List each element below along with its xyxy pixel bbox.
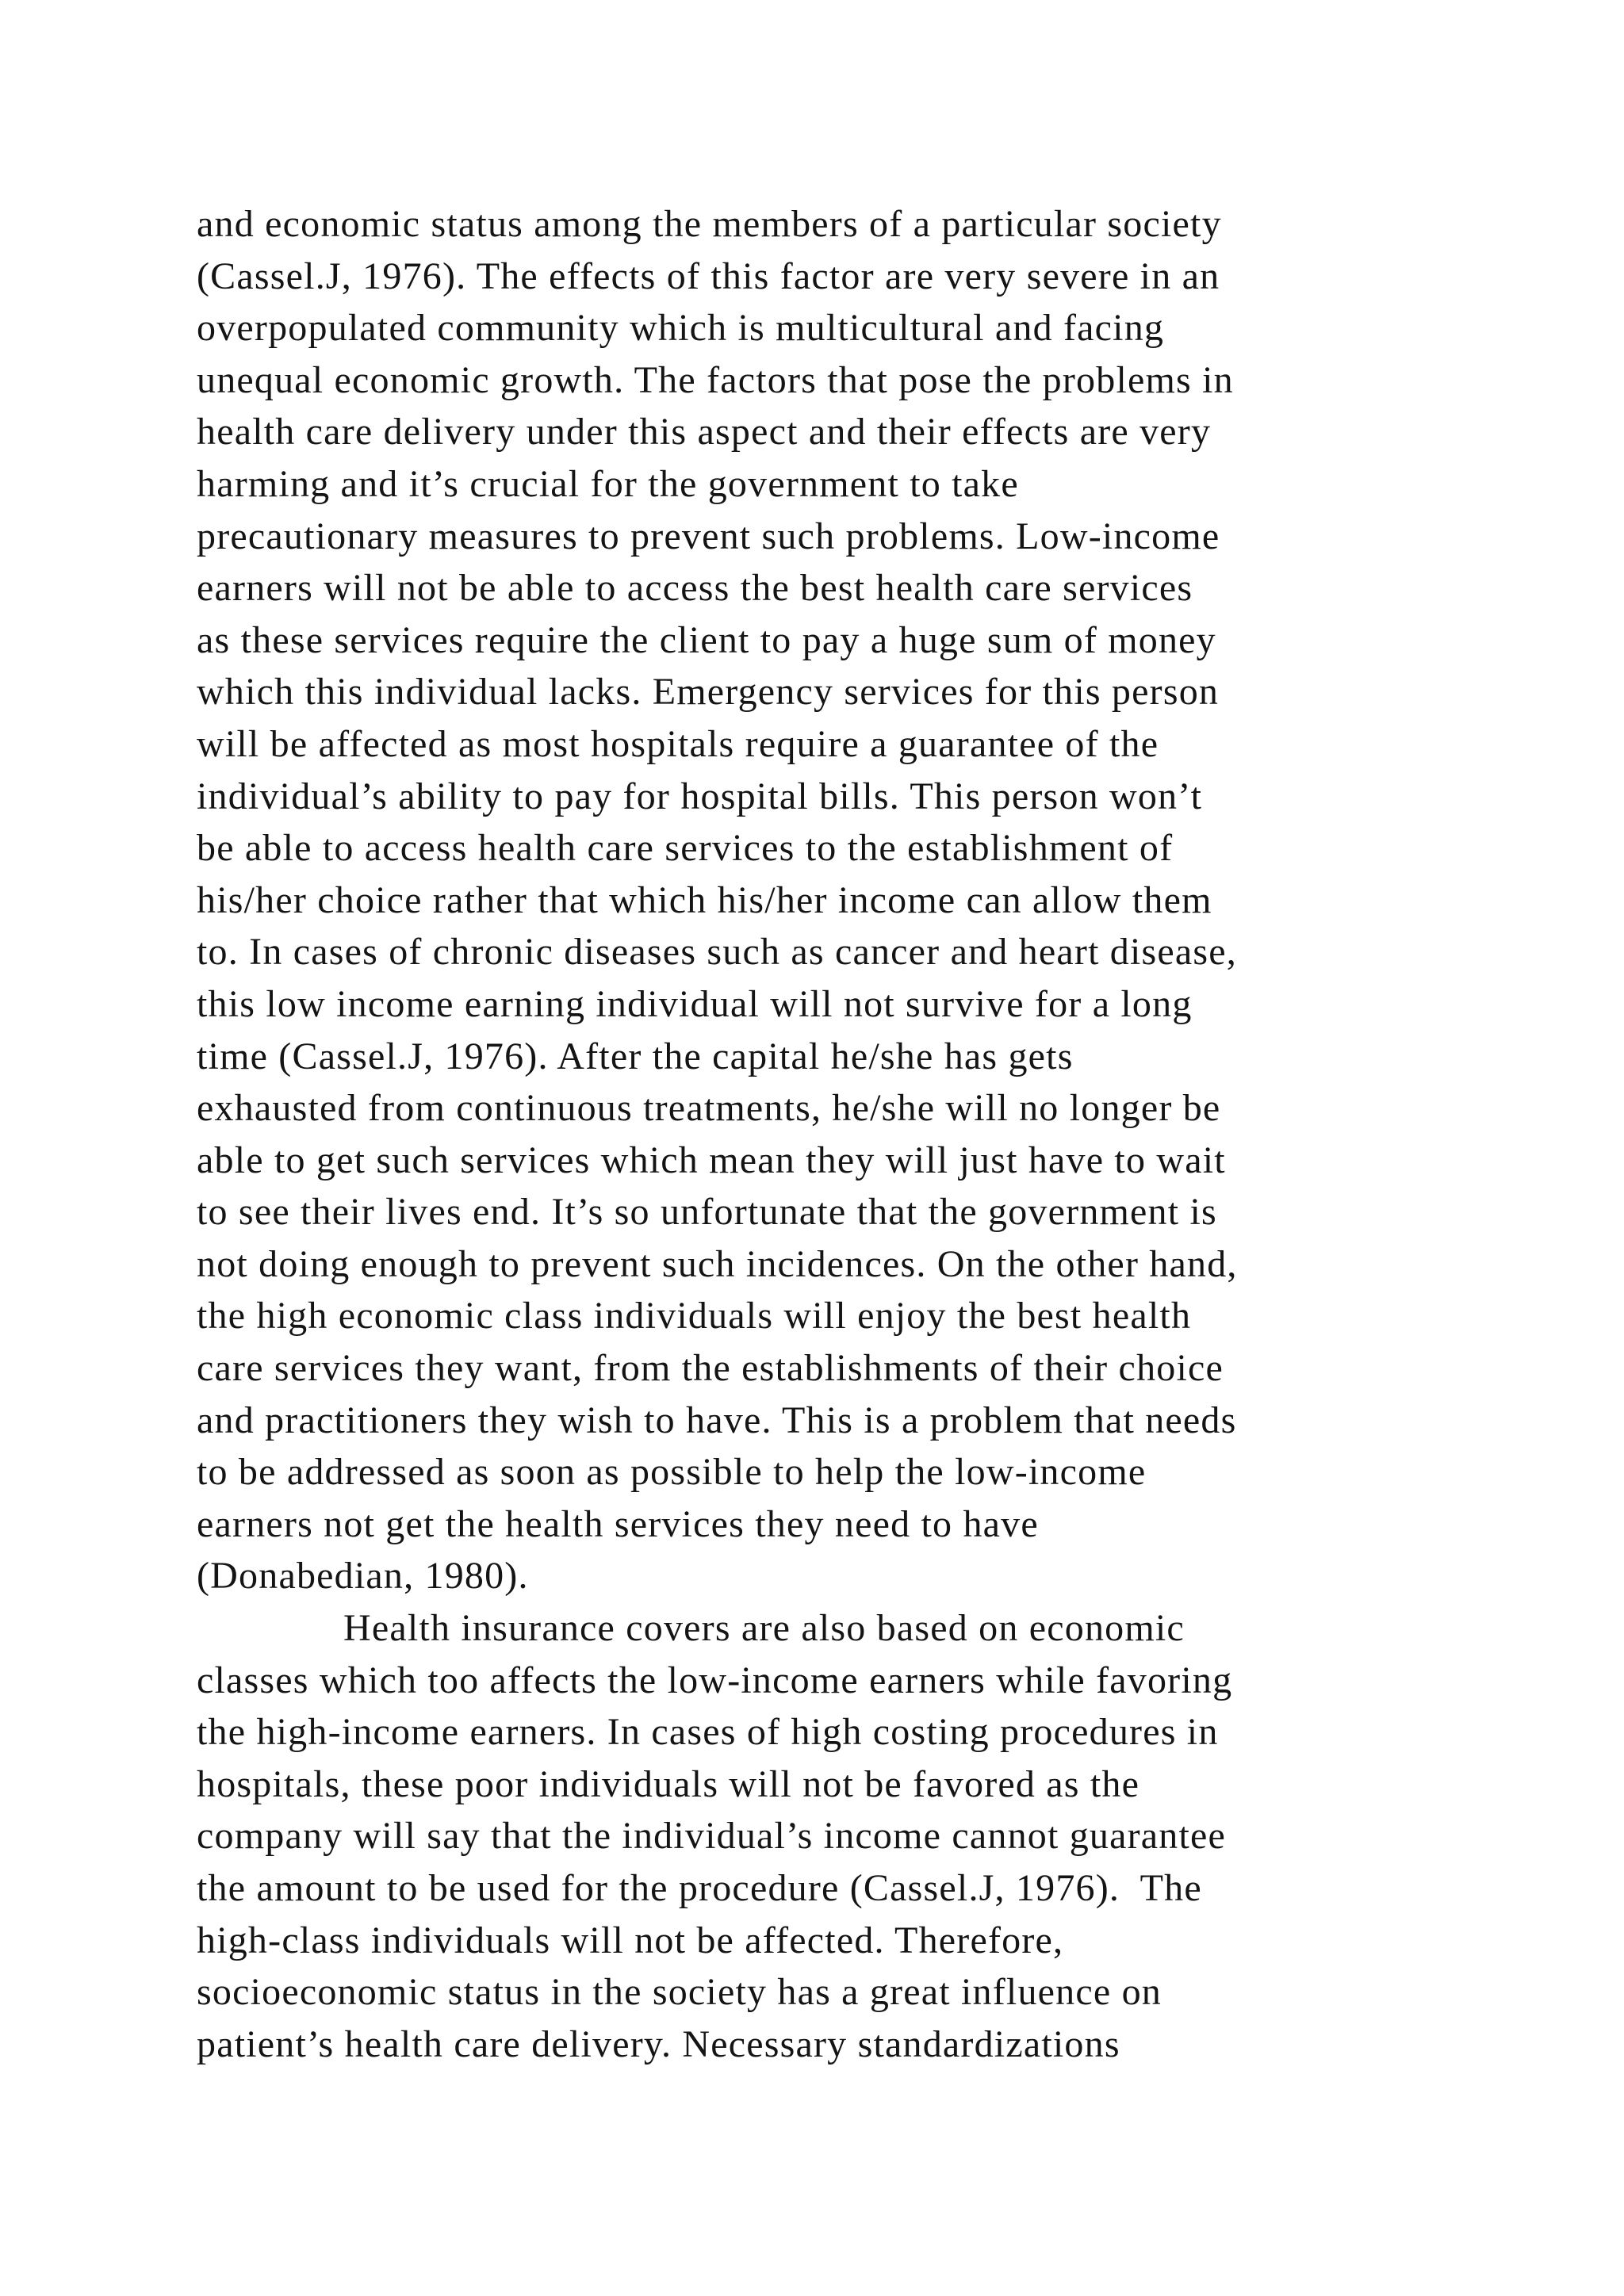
paragraph-first-line: Health insurance covers are also based on economic bbox=[343, 1607, 1185, 1650]
text-line: not doing enough to prevent such incidences. On the other hand, bbox=[197, 1242, 1238, 1285]
text-line: to. In cases of chronic diseases such as cancer and heart disease, bbox=[197, 931, 1238, 974]
text-line: hospitals, these poor individuals will not be favored as the bbox=[197, 1762, 1140, 1805]
text-line: earners will not be able to access the best health care services bbox=[197, 567, 1193, 610]
text-line: precautionary measures to prevent such problems. Low-income bbox=[197, 515, 1220, 557]
text-line: high-class individuals will not be affected. Therefore, bbox=[197, 1919, 1064, 1961]
text-line: and practitioners they wish to have. This is a problem that needs bbox=[197, 1399, 1237, 1441]
body-text bbox=[197, 198, 1465, 2070]
text-line: classes which too affects the low-income earners while favoring bbox=[197, 1659, 1233, 1701]
text-line: harming and it’s crucial for the government to take bbox=[197, 462, 1019, 505]
text-line: patient’s health care delivery. Necessary standardizations bbox=[197, 2022, 1120, 2065]
text-line: exhausted from continuous treatments, he/she will no longer be bbox=[197, 1087, 1221, 1130]
text-line: company will say that the individual’s income cannot guarantee bbox=[197, 1815, 1227, 1858]
text-line: and economic status among the members of a particular society bbox=[197, 203, 1222, 245]
text-line: health care delivery under this aspect and their effects are very bbox=[197, 411, 1212, 453]
text-line: this low income earning individual will not survive for a long bbox=[197, 982, 1193, 1025]
text-line: be able to access health care services to the establishment of bbox=[197, 827, 1174, 870]
text-line: care services they want, from the establishments of their choice bbox=[197, 1347, 1224, 1390]
text-line: unequal economic growth. The factors that pose the problems in bbox=[197, 358, 1234, 401]
text-line: will be affected as most hospitals require a guarantee of the bbox=[197, 722, 1159, 765]
text-line: time (Cassel.J, 1976). After the capital he/she has gets bbox=[197, 1035, 1074, 1077]
text-line: able to get such services which mean they will just have to wait bbox=[197, 1138, 1226, 1181]
text-line: socioeconomic status in the society has a great influence on bbox=[197, 1971, 1162, 2014]
text-line: (Cassel.J, 1976). The effects of this factor are very severe in an bbox=[197, 254, 1220, 297]
text-line: to see their lives end. It’s so unfortunate that the government is bbox=[197, 1191, 1217, 1234]
text-line: the amount to be used for the procedure (Cassel.J, 1976). The bbox=[197, 1867, 1202, 1909]
text-line: (Donabedian, 1980). bbox=[197, 1555, 529, 1598]
text-line: individual’s ability to pay for hospital bills. This person won’t bbox=[197, 775, 1203, 817]
text-line: which this individual lacks. Emergency services for this person bbox=[197, 671, 1220, 714]
text-line: as these services require the client to pay a huge sum of money bbox=[197, 618, 1216, 661]
text-line: overpopulated community which is multicultural and facing bbox=[197, 307, 1165, 350]
text-line: the high economic class individuals will enjoy the best health bbox=[197, 1295, 1192, 1337]
text-line: earners not get the health services they need to have bbox=[197, 1502, 1039, 1545]
text-line: his/her choice rather that which his/her income can allow them bbox=[197, 878, 1212, 921]
text-line: the high-income earners. In cases of high costing procedures in bbox=[197, 1711, 1219, 1754]
text-line: to be addressed as soon as possible to help the low-income bbox=[197, 1451, 1147, 1494]
